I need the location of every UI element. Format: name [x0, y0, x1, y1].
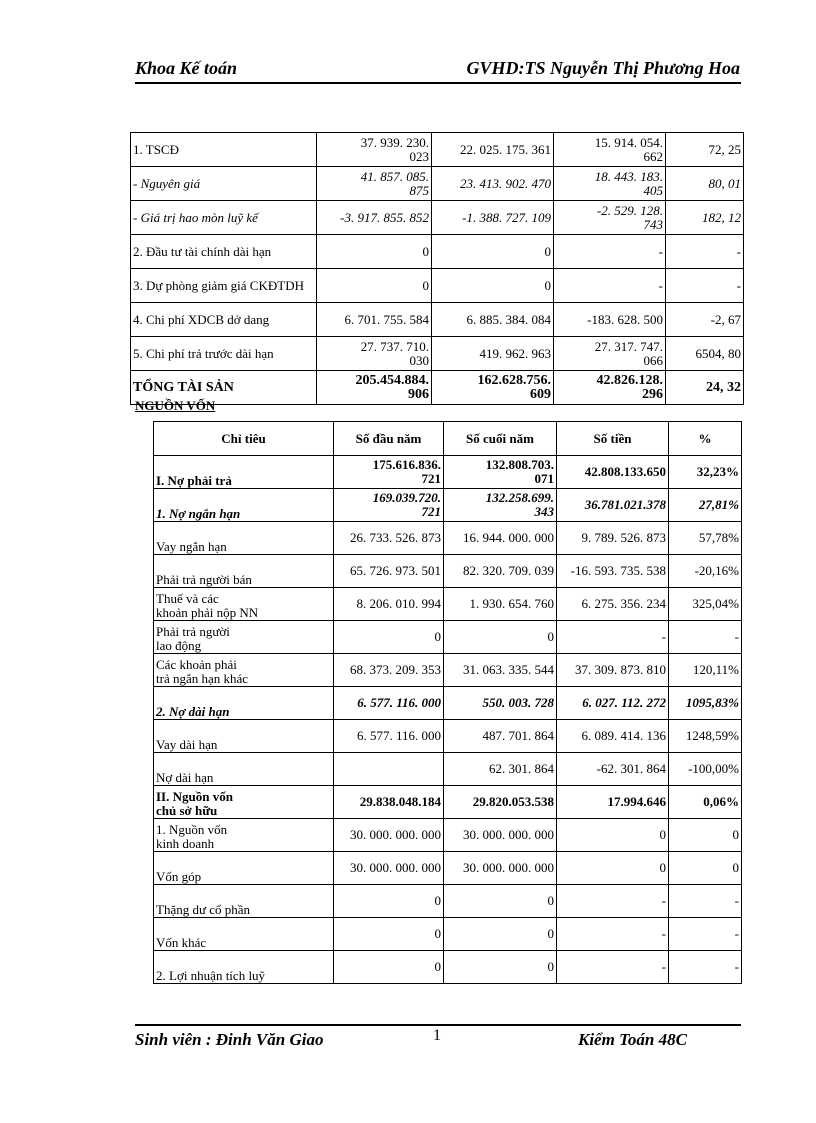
diff-amount-line: 066	[643, 352, 663, 368]
diff-amount: 37. 309. 873. 810	[557, 654, 669, 687]
diff-amount	[554, 167, 666, 201]
diff-percent: -100,00%	[669, 753, 742, 786]
row-label-line: lao động	[156, 638, 202, 653]
diff-amount	[554, 133, 666, 167]
opening-value: 30. 000. 000. 000	[334, 852, 444, 885]
total-row	[131, 371, 744, 405]
row-label: 4. Chi phí XDCB dở dang	[131, 303, 317, 337]
total-label: TỔNG TÀI SẢN	[131, 371, 317, 405]
row-label: 5. Chi phí trả trước dài hạn	[131, 337, 317, 371]
diff-amount: -	[557, 885, 669, 918]
closing-value: 6. 885. 384. 084	[432, 303, 554, 337]
closing-value: 0	[444, 918, 557, 951]
table-row	[131, 269, 744, 303]
table-row	[131, 303, 744, 337]
table-header-row	[154, 422, 742, 456]
table-row	[154, 885, 742, 918]
footer-student: Sinh viên : Đinh Văn Giao	[135, 1030, 324, 1049]
total-closing-line: 609	[530, 386, 551, 402]
diff-percent: -	[669, 918, 742, 951]
table-row	[154, 654, 742, 687]
diff-amount-line: 405	[643, 182, 663, 198]
diff-amount: 17.994.646	[557, 786, 669, 819]
closing-value: 22. 025. 175. 361	[432, 133, 554, 167]
table-row	[154, 555, 742, 588]
diff-percent: 1095,83%	[669, 687, 742, 720]
row-label	[154, 456, 334, 489]
closing-value-line: 132.808.703.	[485, 457, 554, 472]
diff-amount: -	[554, 269, 666, 303]
total-percent: 24, 32	[666, 371, 744, 405]
table-row	[154, 786, 742, 819]
opening-value	[317, 167, 432, 201]
table-row	[154, 588, 742, 621]
footer-divider	[135, 1024, 741, 1026]
opening-value: 29.838.048.184	[334, 786, 444, 819]
diff-percent: 182, 12	[666, 201, 744, 235]
diff-amount-line: -2. 529. 128.	[596, 202, 663, 218]
diff-amount	[554, 337, 666, 371]
row-label: - Nguyên giá	[131, 167, 317, 201]
closing-value: 82. 320. 709. 039	[444, 555, 557, 588]
row-label	[154, 885, 334, 918]
opening-value: 6. 577. 116. 000	[334, 687, 444, 720]
diff-percent: -2, 67	[666, 303, 744, 337]
col-header-opening: Số đầu năm	[334, 422, 444, 456]
row-label	[154, 786, 334, 819]
row-label-line: Các khoản phải	[156, 657, 237, 672]
table-row	[154, 687, 742, 720]
closing-value	[444, 456, 557, 489]
closing-value: 0	[444, 885, 557, 918]
opening-value: 0	[334, 951, 444, 984]
row-label-line: 2. Lợi nhuận tích luỹ	[156, 968, 266, 983]
row-label-line: Nợ dài hạn	[156, 770, 214, 785]
col-header-amount: Số tiền	[557, 422, 669, 456]
closing-value-line: 071	[534, 471, 554, 486]
opening-value-line: 721	[421, 471, 441, 486]
diff-percent: 32,23%	[669, 456, 742, 489]
diff-amount: 6. 275. 356. 234	[557, 588, 669, 621]
closing-value: 0	[444, 951, 557, 984]
opening-value: 0	[317, 269, 432, 303]
row-label-line: Phải trả người bán	[156, 572, 252, 587]
diff-amount-line: 662	[643, 148, 663, 164]
row-label	[154, 621, 334, 654]
row-label	[154, 489, 334, 522]
diff-percent: -20,16%	[669, 555, 742, 588]
diff-amount: -	[557, 621, 669, 654]
diff-amount-line: 18. 443. 183.	[594, 168, 663, 184]
diff-amount: 36.781.021.378	[557, 489, 669, 522]
assets-table	[130, 132, 744, 405]
opening-value: 68. 373. 209. 353	[334, 654, 444, 687]
opening-value-line: 169.039.720.	[372, 490, 441, 505]
diff-percent: 72, 25	[666, 133, 744, 167]
diff-amount: 0	[557, 852, 669, 885]
row-label-line: 1. Nợ ngắn hạn	[156, 506, 241, 521]
opening-value	[334, 489, 444, 522]
closing-value: 16. 944. 000. 000	[444, 522, 557, 555]
row-label	[154, 588, 334, 621]
col-header-closing: Số cuối năm	[444, 422, 557, 456]
diff-percent: -	[666, 235, 744, 269]
table-row	[154, 753, 742, 786]
closing-value: 0	[432, 269, 554, 303]
opening-value: 30. 000. 000. 000	[334, 819, 444, 852]
opening-value: 6. 701. 755. 584	[317, 303, 432, 337]
diff-percent: -	[669, 885, 742, 918]
total-diff-line: 296	[642, 386, 663, 402]
opening-value: 0	[334, 918, 444, 951]
diff-percent: 80, 01	[666, 167, 744, 201]
opening-value	[317, 133, 432, 167]
table-row	[154, 489, 742, 522]
opening-value	[317, 337, 432, 371]
row-label-line: Thặng dư cổ phần	[156, 902, 251, 917]
table-row	[154, 621, 742, 654]
opening-value-line: 023	[409, 148, 429, 164]
total-closing-line: 162.628.756.	[477, 372, 551, 388]
table-row	[154, 720, 742, 753]
table-row	[154, 456, 742, 489]
closing-value: 30. 000. 000. 000	[444, 852, 557, 885]
diff-amount: -62. 301. 864	[557, 753, 669, 786]
header-advisor: GVHD:TS Nguyễn Thị Phương Hoa	[466, 58, 740, 78]
row-label: - Giá trị hao mòn luỹ kế	[131, 201, 317, 235]
total-diff-line: 42.826.128.	[596, 372, 663, 388]
diff-percent: 0,06%	[669, 786, 742, 819]
diff-amount	[554, 201, 666, 235]
diff-amount: -	[554, 235, 666, 269]
total-opening	[317, 371, 432, 405]
opening-value-line: 721	[421, 504, 441, 519]
closing-value: 550. 003. 728	[444, 687, 557, 720]
row-label-line: khoản phải nộp NN	[156, 605, 259, 620]
row-label-line: Vay ngắn hạn	[156, 539, 227, 554]
opening-value: 8. 206. 010. 994	[334, 588, 444, 621]
opening-value-line: 030	[409, 352, 429, 368]
row-label-line: 1. Nguồn vốn	[156, 822, 228, 837]
closing-value: 62. 301. 864	[444, 753, 557, 786]
diff-percent: 1248,59%	[669, 720, 742, 753]
diff-amount-line: 15. 914. 054.	[594, 134, 663, 150]
table-row	[154, 852, 742, 885]
opening-value-line: 41. 857. 085.	[360, 168, 429, 184]
row-label	[154, 852, 334, 885]
diff-percent: 0	[669, 819, 742, 852]
table-row	[131, 201, 744, 235]
row-label	[154, 951, 334, 984]
diff-amount: -183. 628. 500	[554, 303, 666, 337]
diff-amount: 6. 027. 112. 272	[557, 687, 669, 720]
diff-percent: -	[669, 621, 742, 654]
row-label	[154, 819, 334, 852]
closing-value: -1. 388. 727. 109	[432, 201, 554, 235]
opening-value-line: 175.616.836.	[372, 457, 441, 472]
diff-percent: -	[666, 269, 744, 303]
row-label-line: Phải trả người	[156, 624, 230, 639]
opening-value: 6. 577. 116. 000	[334, 720, 444, 753]
opening-value-line: 875	[409, 182, 429, 198]
row-label-line: Vay dài hạn	[156, 737, 218, 752]
row-label-line: chủ sở hữu	[156, 803, 218, 818]
diff-percent: 57,78%	[669, 522, 742, 555]
row-label	[154, 654, 334, 687]
row-label	[154, 522, 334, 555]
closing-value: 1. 930. 654. 760	[444, 588, 557, 621]
closing-value-line: 132.258.699.	[485, 490, 554, 505]
row-label-line: I. Nợ phải trả	[156, 473, 232, 488]
capital-sources-table	[153, 421, 742, 984]
row-label-line: trả ngắn hạn khác	[156, 671, 249, 686]
header-divider	[135, 82, 741, 84]
opening-value: -3. 917. 855. 852	[317, 201, 432, 235]
diff-amount: 42.808.133.650	[557, 456, 669, 489]
section-title: NGUỒN VỐN	[135, 398, 216, 413]
footer-class: Kiểm Toán 48C	[578, 1030, 687, 1049]
closing-value: 29.820.053.538	[444, 786, 557, 819]
row-label	[154, 687, 334, 720]
diff-amount: 6. 089. 414. 136	[557, 720, 669, 753]
closing-value: 23. 413. 902. 470	[432, 167, 554, 201]
table-row	[131, 167, 744, 201]
diff-amount: 0	[557, 819, 669, 852]
total-opening-line: 205.454.884.	[355, 372, 429, 388]
diff-amount: -16. 593. 735. 538	[557, 555, 669, 588]
opening-value	[334, 753, 444, 786]
row-label	[154, 753, 334, 786]
closing-value: 487. 701. 864	[444, 720, 557, 753]
closing-value: 0	[444, 621, 557, 654]
row-label: 2. Đầu tư tài chính dài hạn	[131, 235, 317, 269]
opening-value: 0	[334, 885, 444, 918]
row-label: 1. TSCĐ	[131, 133, 317, 167]
diff-percent: -	[669, 951, 742, 984]
closing-value: 30. 000. 000. 000	[444, 819, 557, 852]
diff-amount-line: 27. 317. 747.	[594, 338, 663, 354]
diff-percent: 0	[669, 852, 742, 885]
total-diff	[554, 371, 666, 405]
diff-percent: 27,81%	[669, 489, 742, 522]
row-label-line: Thuế và các	[156, 591, 219, 606]
row-label: 3. Dự phòng giảm giá CKĐTDH	[131, 269, 317, 303]
table-row	[131, 235, 744, 269]
row-label	[154, 555, 334, 588]
closing-value: 419. 962. 963	[432, 337, 554, 371]
row-label-line: II. Nguồn vốn	[156, 789, 233, 804]
closing-value: 0	[432, 235, 554, 269]
diff-amount: 9. 789. 526. 873	[557, 522, 669, 555]
opening-value-line: 27. 737. 710.	[360, 338, 429, 354]
diff-percent: 120,11%	[669, 654, 742, 687]
closing-value: 31. 063. 335. 544	[444, 654, 557, 687]
col-header-percent: %	[669, 422, 742, 456]
diff-amount-line: 743	[643, 216, 663, 232]
row-label-line: Vốn góp	[156, 869, 202, 884]
col-header-indicator: Chỉ tiêu	[154, 422, 334, 456]
diff-percent: 325,04%	[669, 588, 742, 621]
table-row	[154, 918, 742, 951]
page-number: 1	[433, 1027, 441, 1044]
table-row	[131, 133, 744, 167]
opening-value: 0	[334, 621, 444, 654]
row-label	[154, 918, 334, 951]
row-label-line: 2. Nợ dài hạn	[156, 704, 230, 719]
opening-value	[334, 456, 444, 489]
diff-percent: 6504, 80	[666, 337, 744, 371]
total-opening-line: 906	[408, 386, 429, 402]
opening-value: 65. 726. 973. 501	[334, 555, 444, 588]
opening-value: 0	[317, 235, 432, 269]
table-row	[154, 819, 742, 852]
opening-value-line: 37. 939. 230.	[360, 134, 429, 150]
opening-value: 26. 733. 526. 873	[334, 522, 444, 555]
table-row	[131, 337, 744, 371]
row-label-line: Vốn khác	[156, 935, 207, 950]
table-row	[154, 522, 742, 555]
closing-value	[444, 489, 557, 522]
total-closing	[432, 371, 554, 405]
row-label	[154, 720, 334, 753]
table-row	[154, 951, 742, 984]
diff-amount: -	[557, 951, 669, 984]
closing-value-line: 343	[534, 504, 554, 519]
header-faculty: Khoa Kế toán	[135, 58, 238, 78]
row-label-line: kinh doanh	[156, 836, 215, 851]
diff-amount: -	[557, 918, 669, 951]
